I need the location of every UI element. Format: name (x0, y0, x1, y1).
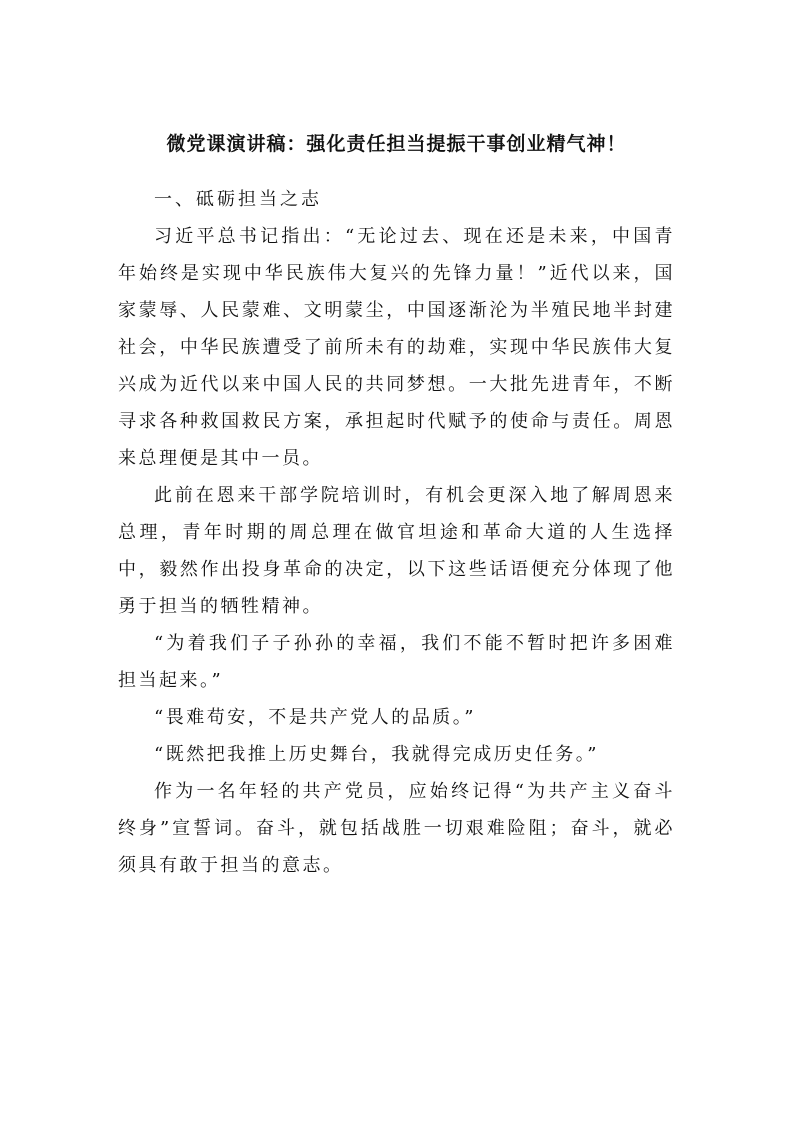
quote-paragraph: “畏难苟安，不是共产党人的品质。” (154, 707, 476, 728)
paragraph: 习近平总书记指出：“无论过去、现在还是未来，中国青年始终是实现中华民族伟大复兴的先锋力量！”近代以来，国家蒙辱、人民蒙难、文明蒙尘，中国逐渐沦为半殖民地半封建社会，中华民族遭受了前所未有的劫难，实现中华民族伟大复兴成为近代以来中国人民的共同梦想。一大批先进青年，不断寻求各种救国救民方案，承担起时代赋予的使命与责任。周恩来总理便是其中一员。 (118, 226, 675, 469)
section-heading: 一、砥砺担当之志 (154, 189, 322, 210)
document-title: 微党课演讲稿：强化责任担当提振干事创业精气神！ (166, 133, 627, 155)
paragraph: 作为一名年轻的共产党员，应始终记得“为共产主义奋斗终身”宣誓词。奋斗，就包括战胜一切艰难险阻；奋斗，就必须具有敢于担当的意志。 (118, 781, 675, 876)
paragraph: 此前在恩来干部学院培训时，有机会更深入地了解周恩来总理，青年时期的周总理在做官坦途和革命大道的人生选择中，毅然作出投身革命的决定，以下这些话语便充分体现了他勇于担当的牺牲精神。 (118, 485, 675, 617)
document-body (118, 181, 675, 884)
quote-paragraph: “为着我们子子孙孙的幸福，我们不能不暂时把许多困难担当起来。” (118, 633, 675, 691)
quote-paragraph: “既然把我推上历史舞台，我就得完成历史任务。” (154, 744, 599, 765)
